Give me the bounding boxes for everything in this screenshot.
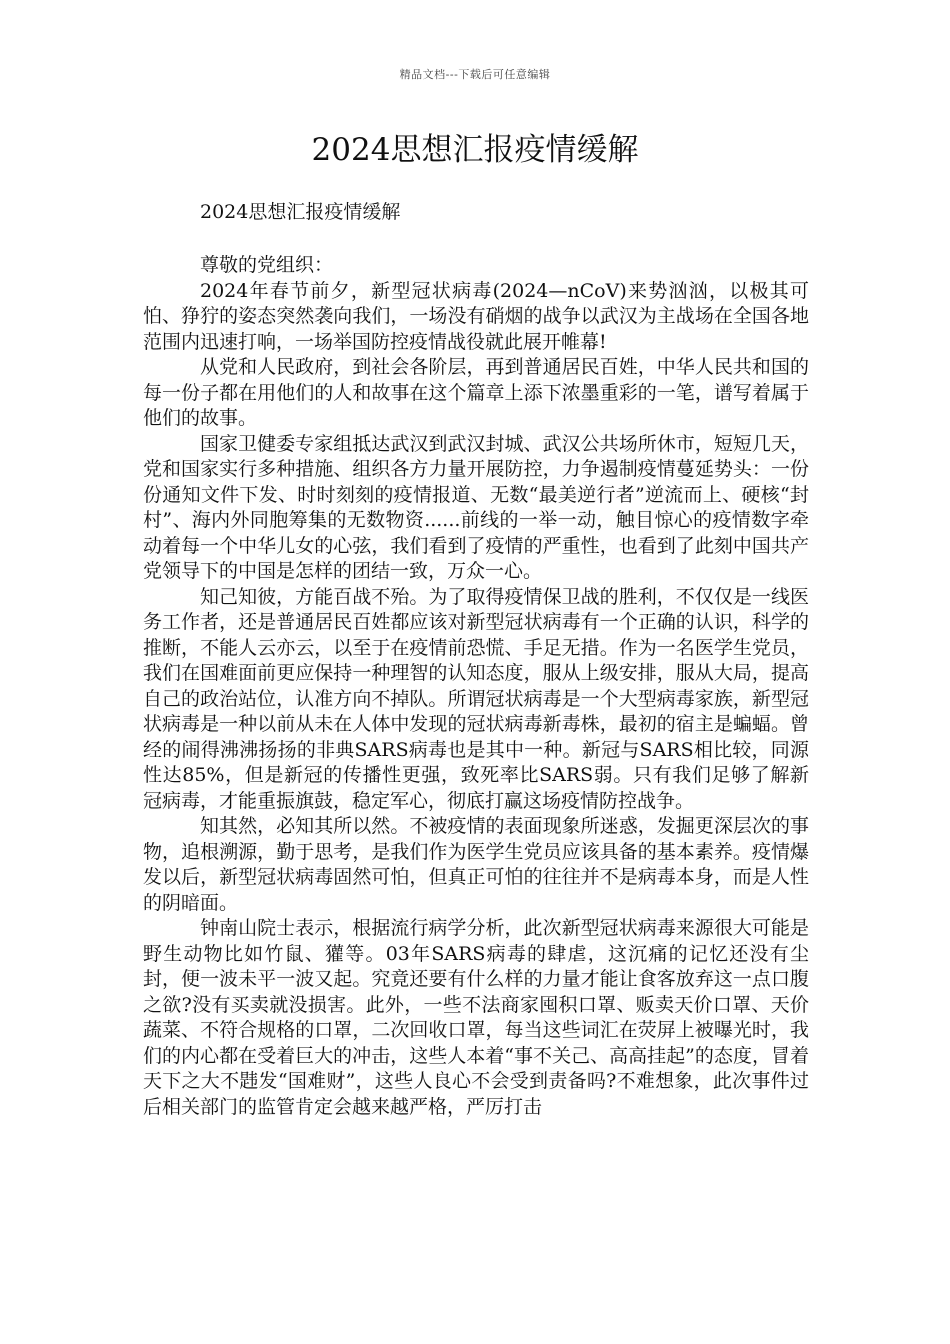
paragraph-1: 2024年春节前夕，新型冠状病毒(2024—nCoV)来势汹汹，以极其可怕、狰狞的姿态突然袭向我们，一场没有硝烟的战争以武汉为主战场在全国各地范围内迅速打响，一场举国防控疫情战役就此展开帷幕! [143,279,809,353]
paragraph-6: 钟南山院士表示，根据流行病学分析，此次新型冠状病毒来源很大可能是野生动物比如竹鼠、獾等。03年SARS病毒的肆虐，这沉痛的记忆还没有尘封，便一波未平一波又起。究竟还要有什么样的力量才能让食客放弃这一点口腹之欲?没有买卖就没损害。此外，一些不法商家囤积口罩、贩卖天价口罩、天价蔬菜、不符合规格的口罩，二次回收口罩，每当这些词汇在荧屏上被曝光时，我们的内心都在受着巨大的冲击，这些人本着“事不关己、高高挂起”的态度，冒着天下之大不韪发“国难财”，这些人良心不会受到责备吗?不难想象，此次事件过后相关部门的监管肯定会越来越严格，严厉打击 [143,917,809,1118]
paragraph-3: 国家卫健委专家组抵达武汉到武汉封城、武汉公共场所休市，短短几天，党和国家实行多种措施、组织各方力量开展防控，力争遏制疫情蔓延势头：一份份通知文件下发、时时刻刻的疫情报道、无数“最美逆行者”逆流而上、硬核“封村”、海内外同胞筹集的无数物资......前线的一举一动，触目惊心的疫情数字牵动着每一个中华儿女的心弦，我们看到了疫情的严重性，也看到了此刻中国共产党领导下的中国是怎样的团结一致，万众一心。 [143,432,809,582]
salutation: 尊敬的党组织： [200,254,334,276]
paragraph-4: 知己知彼，方能百战不殆。为了取得疫情保卫战的胜利，不仅仅是一线医务工作者，还是普通居民百姓都应该对新型冠状病毒有一个正确的认识，科学的推断，不能人云亦云，以至于在疫情前恐慌、手足无措。作为一名医学生党员，我们在国难面前更应保持一种理智的认知态度，服从上级安排，服从大局，提高自己的政治站位，认准方向不掉队。所谓冠状病毒是一个大型病毒家族，新型冠状病毒是一种以前从未在人体中发现的冠状病毒新毒株，最初的宿主是蝙蝠。曾经的闹得沸沸扬扬的非典SARS病毒也是其中一种。新冠与SARS相比较，同源性达85%，但是新冠的传播性更强，致死率比SARS弱。只有我们足够了解新冠病毒，才能重振旗鼓，稳定军心，彻底打赢这场疫情防控战争。 [143,585,809,812]
paragraph-5: 知其然，必知其所以然。不被疫情的表面现象所迷惑，发掘更深层次的事物，追根溯源，勤于思考，是我们作为医学生党员应该具备的基本素养。疫情爆发以后，新型冠状病毒固然可怕，但真正可怕的往往并不是病毒本身，而是人性的阴暗面。 [143,815,809,914]
paragraph-2: 从党和人民政府，到社会各阶层，再到普通居民百姓，中华人民共和国的每一份子都在用他们的人和故事在这个篇章上添下浓墨重彩的一笔，谱写着属于他们的故事。 [143,356,809,429]
document-subtitle: 2024思想汇报疫情缓解 [200,201,401,223]
header-note: 精品文档---下载后可任意编辑 [399,68,551,81]
document-title: 2024思想汇报疫情缓解 [311,132,639,168]
document-body [143,196,809,1120]
